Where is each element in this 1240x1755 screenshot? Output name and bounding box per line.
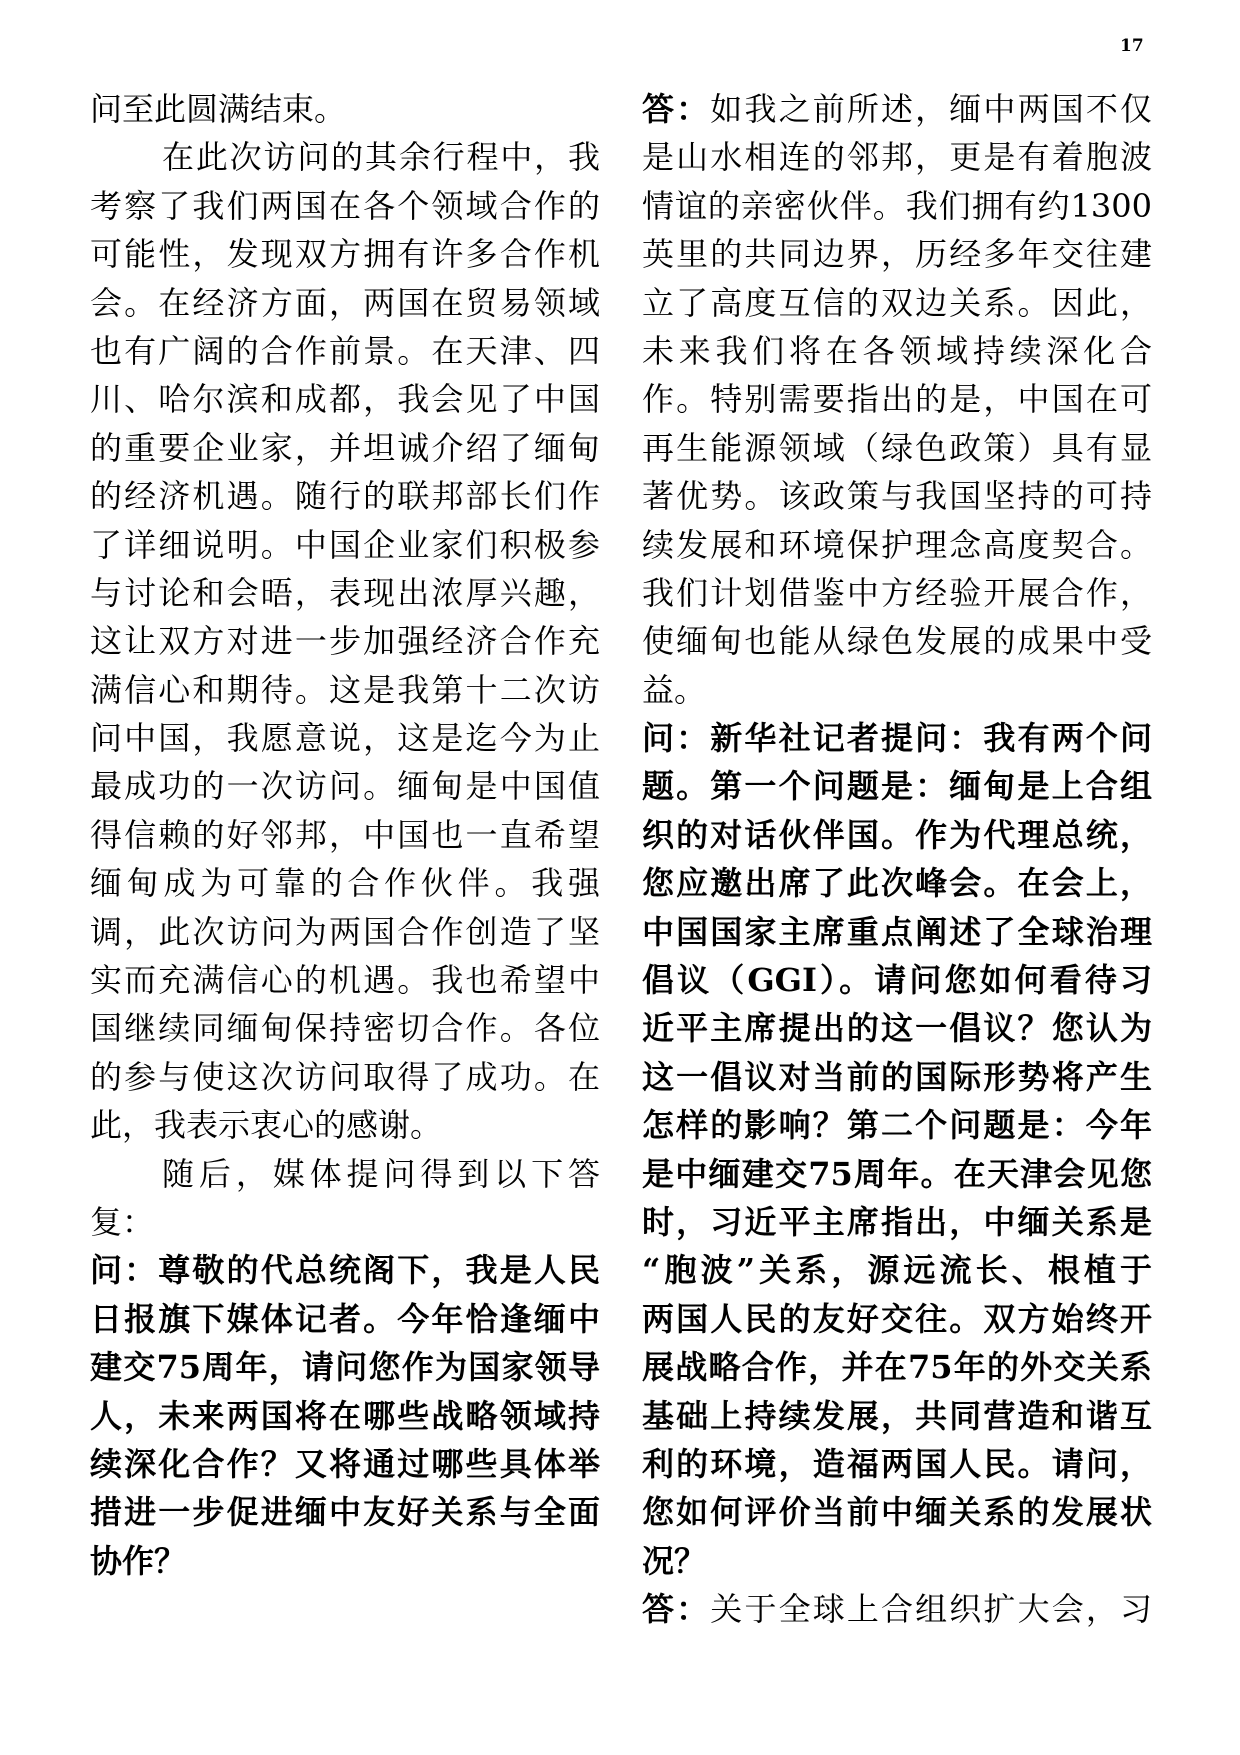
right-column-line: 您如何评价当前中缅关系的发展状 xyxy=(642,1493,1152,1532)
left-column-line: 续深化合作？又将通过哪些具体举 xyxy=(90,1444,600,1483)
left-column-line: 与讨论和会晤，表现出浓厚兴趣， xyxy=(90,573,600,612)
left-column-line: 复： xyxy=(90,1202,155,1241)
right-column-line: 中国国家主席重点阐述了全球治理 xyxy=(642,912,1152,951)
left-column-line: 问中国，我愿意说，这是迄今为止 xyxy=(90,719,600,758)
left-column-line: 的经济机遇。随行的联邦部长们作 xyxy=(90,477,600,516)
left-column-line: 国继续同缅甸保持密切合作。各位 xyxy=(90,1009,600,1048)
left-column-line: 协作？ xyxy=(90,1541,187,1580)
left-column-line: 人，未来两国将在哪些战略领域持 xyxy=(90,1396,600,1435)
left-column-line: 实而充满信心的机遇。我也希望中 xyxy=(90,961,600,1000)
right-column-line: 我们计划借鉴中方经验开展合作， xyxy=(642,573,1152,612)
right-column-line: 怎样的影响？第二个问题是：今年 xyxy=(642,1106,1152,1145)
left-column-line: 了详细说明。中国企业家们积极参 xyxy=(90,525,600,564)
right-column-line: 基础上持续发展，共同营造和谐互 xyxy=(642,1396,1152,1435)
left-column-line: 会。在经济方面，两国在贸易领域 xyxy=(90,283,600,322)
left-column-line: 随后，媒体提问得到以下答 xyxy=(162,1154,600,1193)
right-column-line: 英里的共同边界，历经多年交往建 xyxy=(642,235,1152,274)
left-column-line: 缅甸成为可靠的合作伙伴。我强 xyxy=(90,864,600,903)
right-column-line: 作。特别需要指出的是，中国在可 xyxy=(642,380,1152,419)
right-column-line: 利的环境，造福两国人民。请问， xyxy=(642,1444,1152,1483)
left-column-line: 川、哈尔滨和成都，我会见了中国 xyxy=(90,380,600,419)
answer-label: 答： xyxy=(642,90,711,128)
right-column-line: 再生能源领域（绿色政策）具有显 xyxy=(642,428,1152,467)
right-column-line: 续发展和环境保护理念高度契合。 xyxy=(642,525,1152,564)
left-column-line: 满信心和期待。这是我第十二次访 xyxy=(90,670,600,709)
left-column-line: 的重要企业家，并坦诚介绍了缅甸 xyxy=(90,428,600,467)
right-column-line: 著优势。该政策与我国坚持的可持 xyxy=(642,477,1152,516)
right-column-line: 近平主席提出的这一倡议？您认为 xyxy=(642,1009,1152,1048)
right-column-line: 您应邀出席了此次峰会。在会上， xyxy=(642,864,1152,903)
right-column-line: 是山水相连的邻邦，更是有着胞波 xyxy=(642,138,1152,177)
right-column-line: 这一倡议对当前的国际形势将产生 xyxy=(642,1057,1152,1096)
right-column-line: 倡议（GGI）。请问您如何看待习 xyxy=(642,961,1152,1000)
right-column-line: 两国人民的友好交往。双方始终开 xyxy=(642,1299,1152,1338)
left-column-line: 这让双方对进一步加强经济合作充 xyxy=(90,622,600,661)
left-column-line: 建交75周年，请问您作为国家领导 xyxy=(90,1348,600,1387)
answer-text: 如我之前所述，缅中两国不仅 xyxy=(710,90,1152,128)
left-column-line: 考察了我们两国在各个领域合作的 xyxy=(90,186,600,225)
right-column-line: 织的对话伙伴国。作为代理总统， xyxy=(642,815,1152,854)
right-column-line: 展战略合作，并在75年的外交关系 xyxy=(642,1348,1152,1387)
right-column-line: 问：新华社记者提问：我有两个问 xyxy=(642,719,1152,758)
page-number: 17 xyxy=(1120,36,1144,56)
answer-text: 关于全球上合组织扩大会，习 xyxy=(710,1590,1152,1629)
left-column-line: 调，此次访问为两国合作创造了坚 xyxy=(90,912,600,951)
left-column-line: 问至此圆满结束。 xyxy=(90,90,347,128)
answer-label: 答： xyxy=(642,1590,711,1629)
left-column-line: 也有广阔的合作前景。在天津、四 xyxy=(90,331,600,370)
right-column-line: “胞波”关系，源远流长、根植于 xyxy=(642,1251,1152,1290)
left-column xyxy=(90,85,600,1585)
left-column-line: 的参与使这次访问取得了成功。在 xyxy=(90,1057,600,1096)
right-column-line: 是中缅建交75周年。在天津会见您 xyxy=(642,1154,1152,1193)
right-column-line: 使缅甸也能从绿色发展的成果中受 xyxy=(642,622,1152,661)
right-column xyxy=(642,85,1152,1634)
left-column-line: 可能性，发现双方拥有许多合作机 xyxy=(90,235,600,274)
left-column-line: 此，我表示衷心的感谢。 xyxy=(90,1106,443,1145)
right-column-line: 题。第一个问题是：缅甸是上合组 xyxy=(642,767,1152,806)
right-column-line: 情谊的亲密伙伴。我们拥有约1300 xyxy=(642,186,1152,225)
right-column-line: 立了高度互信的双边关系。因此， xyxy=(642,283,1152,322)
left-column-line: 问：尊敬的代总统阁下，我是人民 xyxy=(90,1251,600,1290)
right-column-line: 未来我们将在各领域持续深化合 xyxy=(642,331,1152,370)
left-column-line: 日报旗下媒体记者。今年恰逢缅中 xyxy=(90,1299,600,1338)
left-column-line: 措进一步促进缅中友好关系与全面 xyxy=(90,1493,600,1532)
right-column-line xyxy=(642,1585,1152,1633)
left-column-line: 在此次访问的其余行程中，我 xyxy=(162,138,600,177)
right-column-line: 时，习近平主席指出，中缅关系是 xyxy=(642,1202,1152,1241)
right-column-line: 况？ xyxy=(642,1541,707,1580)
left-column-line: 最成功的一次访问。缅甸是中国值 xyxy=(90,767,600,806)
right-column-line xyxy=(642,85,1152,133)
left-column-line: 得信赖的好邻邦，中国也一直希望 xyxy=(90,815,600,854)
right-column-line: 益。 xyxy=(642,670,707,709)
